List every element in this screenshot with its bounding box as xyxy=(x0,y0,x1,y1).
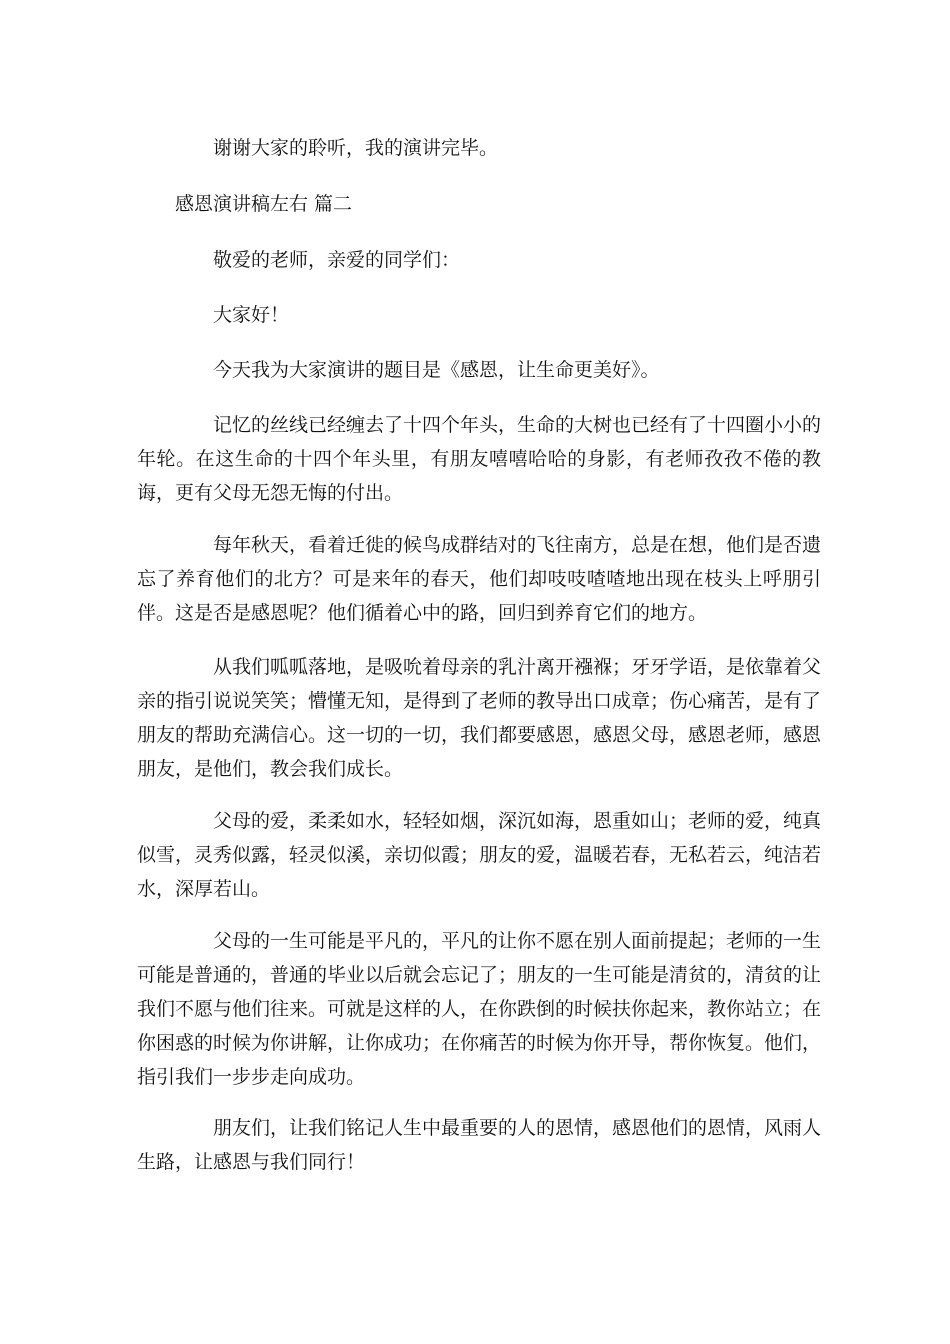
paragraph-love: 父母的爱，柔柔如水，轻轻如烟，深沉如海，恩重如山；老师的爱，纯真似雪，灵秀似露，轻灵似溪，亲切似霞；朋友的爱，温暖若春，无私若云，纯洁若水，深厚若山。 xyxy=(137,810,822,900)
greeting: 大家好！ xyxy=(213,304,290,326)
speech-topic: 今天我为大家演讲的题目是《感恩，让生命更美好》。 xyxy=(213,359,660,381)
paragraph-conclusion: 朋友们，让我们铭记人生中最重要的人的恩情，感恩他们的恩情，风雨人生路，让感恩与我们同行！ xyxy=(137,1117,822,1173)
paragraph-migratory-birds: 每年秋天，看着迁徙的候鸟成群结对的飞往南方，总是在想，他们是否遗忘了养育他们的北方？可是来年的春天，他们却吱吱喳喳地出现在枝头上呼朋引伴。这是否是感恩呢？他们循着心中的路，回归到养育它们的地方。 xyxy=(137,534,822,624)
paragraph-growing-up: 从我们呱呱落地，是吸吮着母亲的乳汁离开襁褓；牙牙学语，是依靠着父亲的指引说说笑笑；懵懂无知，是得到了老师的教导出口成章；伤心痛苦，是有了朋友的帮助充满信心。这一切的一切，我们都要感恩，感恩父母，感恩老师，感恩朋友，是他们，教会我们成长。 xyxy=(137,656,822,780)
paragraph-memory: 记忆的丝线已经缠去了十四个年头，生命的大树也已经有了十四圈小小的年轮。在这生命的十四个年头里，有朋友嘻嘻哈哈的身影，有老师孜孜不倦的教诲，更有父母无怨无悔的付出。 xyxy=(137,414,822,504)
closing-line: 谢谢大家的聆听，我的演讲完毕。 xyxy=(213,137,499,159)
salutation: 敬爱的老师，亲爱的同学们： xyxy=(213,249,461,271)
section-title: 感恩演讲稿左右 篇二 xyxy=(175,193,353,215)
paragraph-ordinary-people: 父母的一生可能是平凡的，平凡的让你不愿在别人面前提起；老师的一生可能是普通的，普通的毕业以后就会忘记了；朋友的一生可能是清贫的，清贫的让我们不愿与他们往来。可就是这样的人，在你跌倒的时候扶你起来，教你站立；在你困惑的时候为你讲解，让你成功；在你痛苦的时候为你开导，帮你恢复。他们，指引我们一步步走向成功。 xyxy=(137,930,822,1088)
